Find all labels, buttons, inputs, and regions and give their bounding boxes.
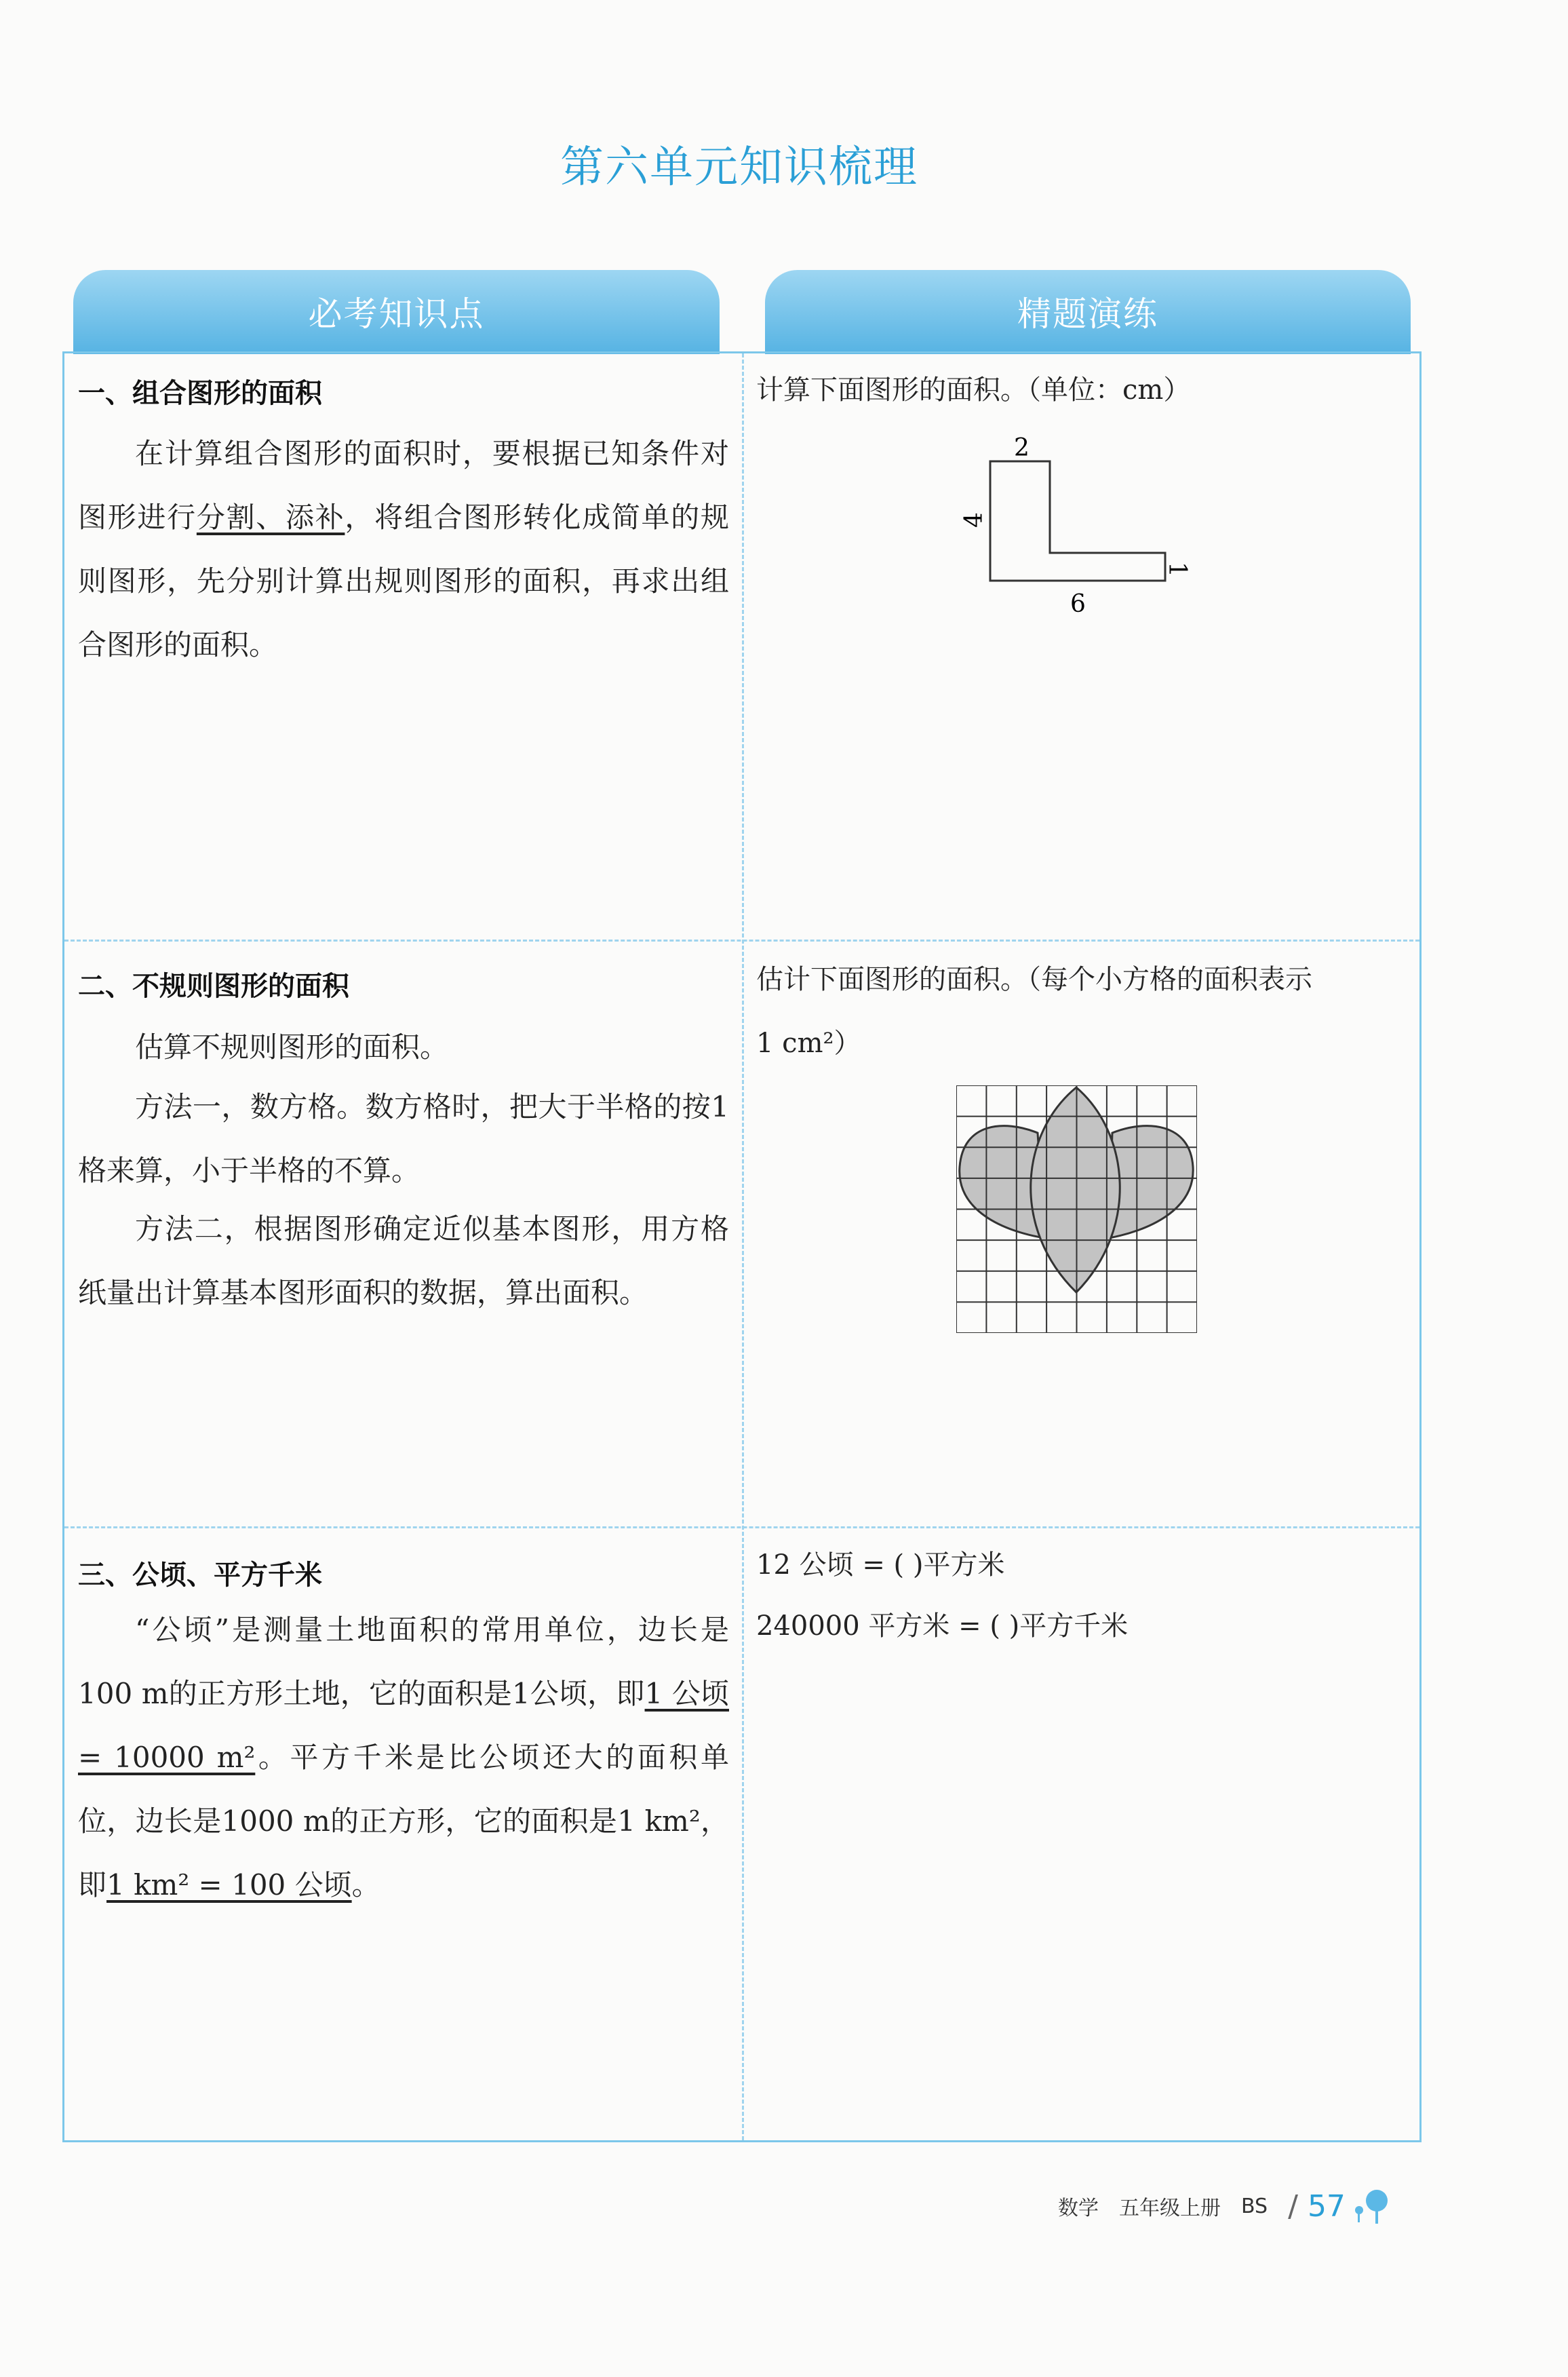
section-title: 二、不规则图形的面积 (78, 971, 349, 1002)
section-paragraph: 方法一，数方格。数方格时，把大于半格的按1格来算，小于半格的不算。 (78, 1090, 729, 1187)
section-paragraph: 估算不规则图形的面积。 (135, 1030, 449, 1064)
grid-figure (956, 1085, 1197, 1333)
key-term: 分割、添补 (196, 501, 345, 534)
footer-edition: BS (1241, 2194, 1268, 2218)
footer-separator: / (1288, 2188, 1298, 2224)
section-title: 三、公顷、平方千米 (78, 1560, 322, 1591)
key-term: 1 km² = 100 公顷 (106, 1868, 352, 1901)
section-paragraph: 方法二，根据图形确定近似基本图形，用方格纸量出计算基本图形面积的数据，算出面积。 (78, 1212, 729, 1309)
section-paragraph: “公顷”是测量土地面积的常用单位，边长是100 m的正方形土地，它的面积是1公顷，即1 公顷 = 10000 m²。平方千米是比公顷还大的面积单位，边长是1000 m的正方形，它的面积是1 km²，即1 km² = 100 公顷。 (78, 1613, 729, 1901)
l-shape-figure (936, 427, 1194, 624)
page-title: 第六单元知识梳理 (560, 142, 918, 193)
right-leaf-shape (1109, 1126, 1193, 1238)
exercise-line: 12 公顷 = ( )平方米 (756, 1549, 1005, 1581)
exercise-question: 估计下面图形的面积。（每个小方格的面积表示 1 cm²） (756, 964, 1312, 1059)
column-divider (742, 353, 744, 2140)
dimension-label-right: 1 (1163, 562, 1191, 577)
exercise-question: 计算下面图形的面积。（单位：cm） (756, 374, 1191, 406)
dimension-label-bottom: 6 (1070, 590, 1086, 618)
row-divider (64, 940, 1419, 942)
page-footer (1058, 2186, 1393, 2226)
footer-grade: 五年级上册 (1119, 2197, 1221, 2220)
dimension-label-top: 2 (1014, 434, 1030, 462)
tab-key-points: 必考知识点 (73, 270, 720, 354)
grid-lines (956, 1085, 1197, 1333)
exercise-line: 240000 平方米 = ( )平方千米 (756, 1610, 1129, 1642)
section-title: 一、组合图形的面积 (78, 378, 322, 409)
footer-subject: 数学 (1058, 2197, 1099, 2220)
dimension-label-left: 4 (960, 512, 988, 528)
key-term: 1 公顷 = 10000 m² (78, 1677, 729, 1774)
tab-practice: 精题演练 (765, 270, 1411, 354)
tree-icon (1352, 2186, 1393, 2226)
page-number: 57 (1307, 2188, 1346, 2224)
section-paragraph: 在计算组合图形的面积时，要根据已知条件对图形进行分割、添补，将组合图形转化成简单的规则图形，先分别计算出规则图形的面积，再求出组合图形的面积。 (78, 437, 729, 661)
l-shape-outline (990, 461, 1165, 581)
row-divider (64, 1526, 1419, 1528)
